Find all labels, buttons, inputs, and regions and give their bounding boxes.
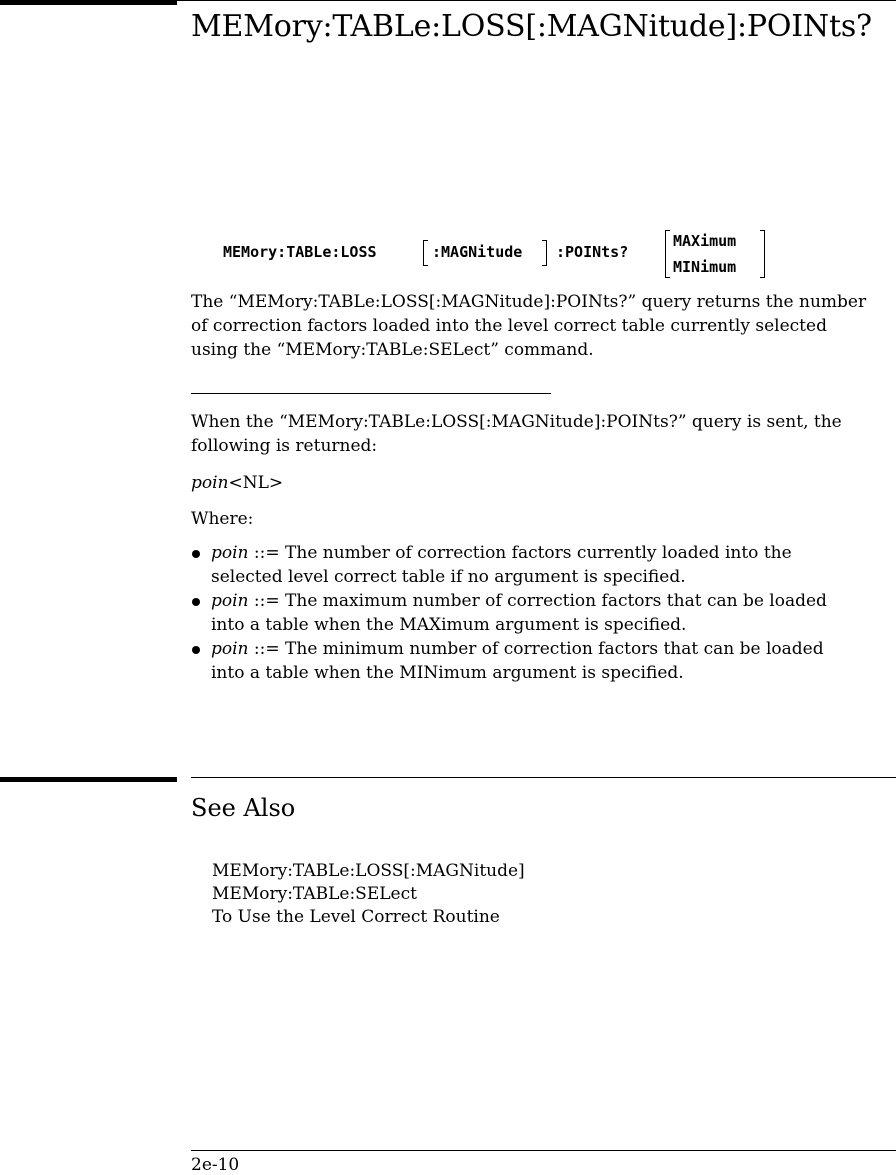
item-variable: poin	[211, 543, 249, 563]
item-text: selected level correct table if no argument is specified.	[211, 567, 686, 587]
see-also-rule	[191, 777, 896, 778]
returned-line: When the “MEMory:TABLe:LOSS[:MAGNitude]:POINts?” query is sent, the	[191, 412, 842, 432]
syntax-optional-node: :MAGNitude	[432, 243, 523, 261]
returned-format	[191, 471, 896, 495]
description-line: The “MEMory:TABLe:LOSS[:MAGNitude]:POINts?” query returns the number	[191, 292, 867, 312]
syntax-command-leaf: :POINts?	[556, 243, 629, 261]
syntax-command-root: MEMory:TABLe:LOSS	[223, 243, 377, 261]
description-paragraph	[191, 290, 896, 362]
item-text: The number of correction factors currently loaded into the	[285, 543, 792, 563]
list-item	[191, 637, 881, 685]
choice-close-bracket	[760, 230, 765, 278]
return-value-list	[191, 541, 881, 685]
returned-paragraph	[191, 410, 896, 458]
see-also-link[interactable]: MEMory:TABLe:LOSS[:MAGNitude]	[212, 861, 525, 881]
returned-line: following is returned:	[191, 436, 378, 456]
description-line: of correction factors loaded into the level correct table currently selected	[191, 316, 827, 336]
item-text: The minimum number of correction factors that can be loaded	[285, 639, 824, 659]
bullet-icon	[192, 646, 200, 654]
choice-maximum: MAXimum	[673, 232, 737, 250]
footer-rule	[191, 1150, 896, 1151]
top-margin-bar	[0, 0, 177, 5]
list-item	[191, 541, 881, 589]
section-divider	[191, 393, 551, 394]
bullet-icon	[192, 598, 200, 606]
command-heading: MEMory:TABLe:LOSS[:MAGNitude]:POINts?	[191, 9, 872, 44]
page-number: 2e-10	[191, 1155, 240, 1175]
item-text: The maximum number of correction factors that can be loaded	[285, 591, 827, 611]
item-variable: poin	[211, 591, 249, 611]
see-also-link[interactable]: To Use the Level Correct Routine	[212, 907, 500, 927]
item-text: into a table when the MAXimum argument is specified.	[211, 615, 687, 635]
format-variable: poin	[191, 473, 229, 493]
optional-close-bracket	[542, 240, 547, 266]
top-rule	[177, 0, 896, 1]
see-also-list	[212, 860, 525, 929]
bullet-icon	[192, 550, 200, 558]
item-variable: poin	[211, 639, 249, 659]
see-also-margin-bar	[0, 777, 177, 782]
item-text: into a table when the MINimum argument is specified.	[211, 663, 684, 683]
format-terminator: <NL>	[228, 473, 284, 493]
description-line: using the “MEMory:TABLe:SELect” command.	[191, 340, 594, 360]
syntax-choices	[673, 228, 736, 280]
choice-minimum: MINimum	[673, 258, 737, 276]
where-label: Where:	[191, 509, 254, 529]
item-operator: ::=	[248, 543, 286, 563]
list-item	[191, 589, 881, 637]
see-also-link[interactable]: MEMory:TABLe:SELect	[212, 884, 417, 904]
see-also-heading: See Also	[191, 794, 296, 822]
item-operator: ::=	[248, 591, 286, 611]
optional-open-bracket	[423, 240, 428, 266]
item-operator: ::=	[248, 639, 286, 659]
choice-open-bracket	[665, 230, 670, 278]
